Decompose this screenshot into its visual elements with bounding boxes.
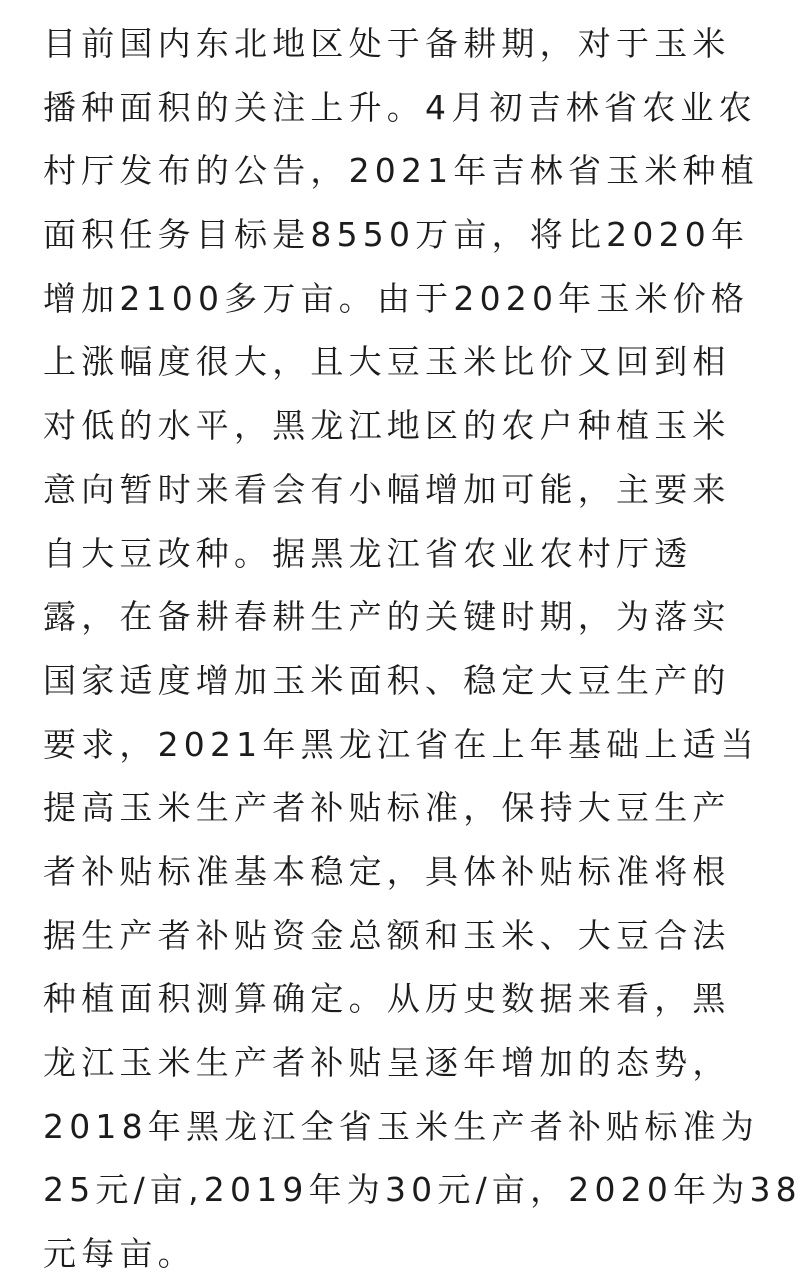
text-line: 目前国内东北地区处于备耕期，对于玉米 (43, 24, 731, 63)
text-line: 意向暂时来看会有小幅增加可能，主要来 (43, 469, 731, 509)
text-line: 据生产者补贴资金总额和玉米、大豆合法 (43, 915, 731, 955)
text-line: 元每亩。 (43, 1234, 196, 1274)
text-line: 者补贴标准基本稳定，具体补贴标准将根 (43, 851, 731, 891)
text-line: 村厅发布的公告，2021年吉林省玉米种植 (43, 151, 759, 191)
text-line: 种植面积测算确定。从历史数据来看，黑 (43, 979, 731, 1019)
text-line: 国家适度增加玉米面积、稳定大豆生产的 (43, 660, 731, 700)
text-line: 播种面积的关注上升。4月初吉林省农业农 (43, 87, 757, 127)
text-line: 上涨幅度很大，且大豆玉米比价又回到相 (43, 342, 731, 382)
text-line: 对低的水平，黑龙江地区的农户种植玉米 (43, 406, 731, 446)
text-line: 面积任务目标是8550万亩，将比2020年 (43, 215, 750, 255)
text-line: 要求，2021年黑龙江省在上年基础上适当 (43, 724, 759, 764)
text-line: 提高玉米生产者补贴标准，保持大豆生产 (43, 788, 731, 828)
text-line: 龙江玉米生产者补贴呈逐年增加的态势， (43, 1043, 731, 1082)
text-line: 增加2100多万亩。由于2020年玉米价格 (43, 278, 750, 318)
text-line: 25元/亩,2019年为30元/亩，2020年为38 (43, 1170, 802, 1210)
text-line: 2018年黑龙江全省玉米生产者补贴标准为 (43, 1106, 759, 1146)
text-line: 自大豆改种。据黑龙江省农业农村厅透 (43, 533, 693, 573)
text-line: 露，在备耕春耕生产的关键时期，为落实 (43, 597, 731, 637)
